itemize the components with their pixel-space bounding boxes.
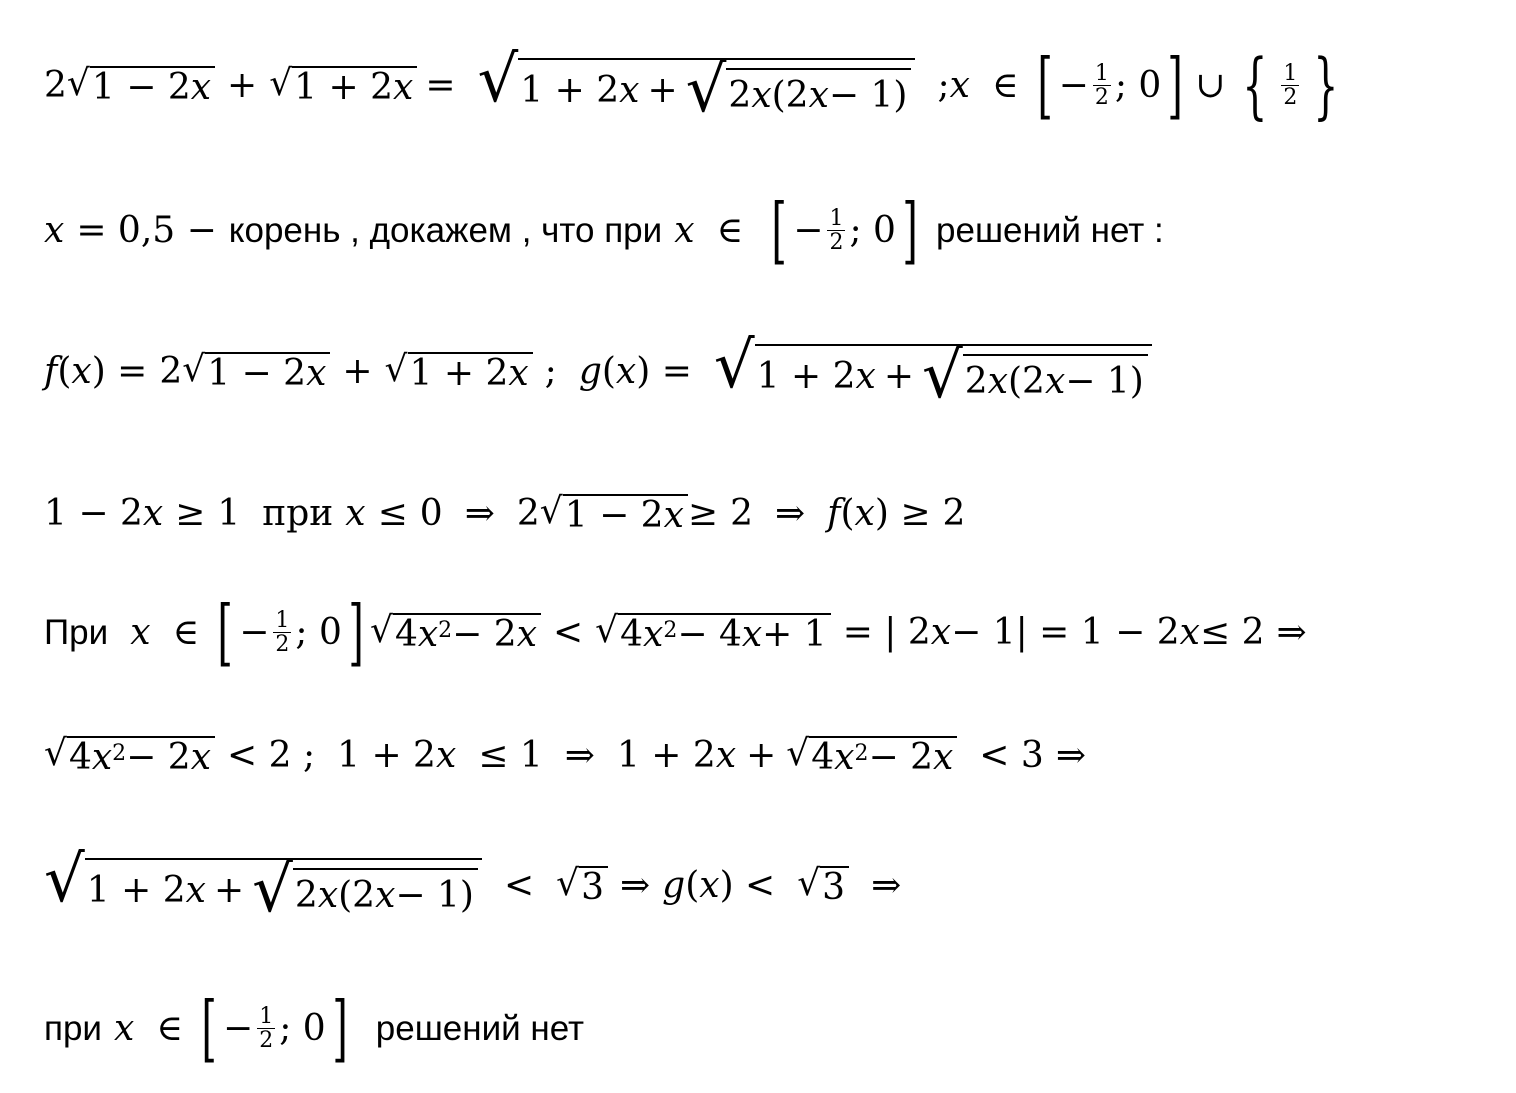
term: + 1	[762, 613, 827, 655]
term: (2	[338, 874, 376, 916]
term: 3	[822, 866, 846, 908]
implies: ⇒	[1055, 735, 1086, 776]
left-bracket: [	[201, 986, 217, 1070]
coef: 2	[159, 350, 183, 392]
var: x	[44, 209, 65, 251]
sqrt-expr: √ 1 − 2 x	[182, 352, 330, 392]
minus: −	[239, 611, 270, 653]
fraction	[827, 207, 845, 254]
denominator: 2	[259, 1028, 274, 1054]
var: x	[317, 874, 339, 916]
var: x	[674, 209, 695, 251]
paren: (	[840, 493, 855, 534]
var: x	[930, 611, 952, 653]
op: =	[425, 64, 456, 106]
term: = | 2	[842, 611, 931, 653]
text: при	[44, 1009, 102, 1049]
sqrt-outer: √ 1 + 2 x + √ 2 x (2 x − 1)	[478, 52, 916, 120]
var: x	[190, 66, 212, 108]
var: x	[1179, 611, 1200, 653]
sqrt-expr: √ 1 + 2 x	[385, 352, 533, 392]
term: 1 − 2	[44, 493, 143, 534]
numerator: 1	[275, 608, 290, 634]
term: < 3	[979, 735, 1044, 776]
right-bracket: ]	[332, 986, 348, 1070]
func-name: g	[662, 864, 686, 906]
func-name: f	[44, 350, 58, 392]
in-symbol: ∈	[716, 209, 744, 251]
term: 2	[730, 493, 753, 534]
var: x	[932, 737, 954, 778]
var: x	[741, 613, 763, 655]
term: 3	[581, 866, 604, 908]
term: ≤ 1	[478, 735, 543, 776]
term: 1 + 2	[86, 869, 186, 911]
op: +	[883, 355, 914, 397]
var: x	[185, 869, 206, 911]
term: ) <	[719, 864, 776, 906]
var: x	[190, 737, 211, 778]
term: ; 0	[849, 209, 896, 251]
term: − 1)	[395, 874, 474, 916]
equation-line-1	[44, 43, 1349, 127]
sqrt-expr: √ 1 + 2 x	[269, 66, 417, 106]
term: − 4	[677, 613, 742, 655]
fraction	[257, 1005, 275, 1052]
sqrt-expr: √ 4 x $^2$ − 2 x	[370, 613, 541, 653]
var: x	[699, 864, 720, 906]
term: ) =	[91, 350, 148, 392]
numerator: 1	[1283, 61, 1298, 87]
term: = 0,5 −	[76, 209, 217, 251]
op: <	[503, 864, 535, 906]
implies: ⇒	[774, 493, 806, 534]
minus: −	[1058, 64, 1089, 106]
right-bracket: ]	[902, 188, 918, 272]
term: − 2	[868, 737, 933, 778]
left-bracket: [	[1036, 43, 1053, 127]
op: +	[213, 869, 245, 911]
implies: ⇒	[564, 735, 595, 776]
term: 1 + 2	[616, 735, 716, 776]
op: +	[746, 735, 777, 776]
sep: ;	[937, 64, 950, 106]
in-symbol: ∈	[172, 611, 200, 653]
var: x	[1044, 360, 1066, 402]
term: − 2	[452, 613, 517, 655]
denominator: 2	[275, 632, 290, 658]
term: 1 − 2	[564, 495, 664, 536]
op: <	[553, 611, 584, 653]
term: 4	[620, 613, 644, 655]
var: x	[91, 737, 113, 778]
var: x	[663, 495, 684, 536]
equation-line-4	[44, 491, 966, 536]
term: ; 0	[295, 611, 342, 653]
var: x	[306, 352, 327, 394]
func-name: f	[827, 493, 841, 534]
op: +	[647, 69, 678, 111]
sqrt-outer: √ 1 + 2 x + √ 2 x (2 x − 1)	[714, 338, 1152, 406]
sqrt-expr: √ 4 x $^2$ − 2 x	[44, 736, 215, 776]
denominator: 2	[829, 230, 844, 256]
var: x	[130, 611, 151, 653]
sqrt-expr: √ 3	[556, 866, 608, 906]
var: x	[643, 613, 664, 655]
term: 1 − 2	[91, 66, 191, 108]
equation-line-6	[44, 733, 1086, 778]
term: − 1| = 1 − 2	[951, 611, 1180, 653]
in-symbol: ∈	[991, 64, 1019, 106]
var: x	[987, 360, 1008, 402]
op: ≥	[687, 493, 719, 534]
term: ) ≥	[874, 493, 931, 534]
term: ) =	[636, 350, 692, 392]
fraction	[273, 609, 291, 656]
term: − 1)	[828, 74, 908, 116]
term: 1 + 2	[756, 355, 856, 397]
sqrt-expr: √ 3	[797, 866, 849, 906]
implies: ⇒	[619, 864, 651, 906]
term: 1 + 2	[337, 735, 436, 776]
left-bracket: [	[217, 590, 233, 674]
text: решений нет :	[936, 211, 1164, 251]
numerator: 1	[829, 206, 844, 232]
right-bracket: ]	[348, 590, 364, 674]
var: x	[808, 74, 829, 116]
var: x	[715, 735, 737, 776]
term: 1 + 2	[409, 352, 509, 394]
var: x	[393, 66, 414, 108]
text: При	[44, 613, 109, 653]
var: x	[508, 352, 529, 394]
var: x	[855, 355, 876, 397]
sqrt-outer: √ 1 + 2 x + √ 2 x (2 x − 1)	[44, 852, 482, 920]
right-brace: }	[1313, 43, 1339, 127]
paren: (	[685, 864, 700, 906]
left-brace: {	[1241, 43, 1268, 127]
coef: 2	[44, 64, 67, 106]
denominator: 2	[1283, 85, 1298, 111]
implies: ⇒	[464, 493, 495, 534]
exponent: 2	[854, 741, 869, 766]
func-name: g	[578, 350, 602, 392]
exponent: 2	[438, 617, 453, 643]
op: ≥	[175, 493, 206, 534]
var: x	[417, 613, 439, 655]
sqrt-expr: √ 4 x $^2$ − 2 x	[786, 736, 957, 776]
var: x	[516, 613, 537, 655]
term: ; 0	[1114, 64, 1162, 106]
op: +	[342, 350, 373, 392]
term: 1 + 2	[520, 69, 620, 111]
term: − 2	[126, 737, 191, 778]
var: x	[435, 735, 457, 776]
sqrt-expr: √ 4 x $^2$ − 4 x + 1	[595, 613, 831, 653]
fraction	[1281, 62, 1299, 109]
text: корень , докажем , что при	[228, 211, 663, 251]
var: x	[375, 874, 396, 916]
term: ≤ 2	[1199, 611, 1265, 653]
implies: ⇒	[1276, 611, 1307, 653]
term: 4	[394, 613, 418, 655]
text: при	[262, 493, 334, 534]
var: x	[345, 493, 366, 534]
var: x	[619, 69, 640, 111]
sep: ;	[544, 350, 557, 392]
denominator: 2	[1094, 85, 1109, 111]
var: x	[751, 74, 772, 116]
minus: −	[793, 209, 824, 251]
paren: (	[57, 350, 72, 392]
var: x	[949, 64, 970, 106]
equation-line-7	[44, 843, 902, 927]
term: (2	[1008, 360, 1045, 402]
sqrt-inner: √ 2 x (2 x − 1)	[922, 348, 1148, 406]
paren: (	[601, 350, 616, 392]
text-line-8	[44, 986, 585, 1070]
equation-line-3	[44, 329, 1152, 413]
term: 2	[964, 360, 988, 402]
exponent: 2	[663, 617, 678, 643]
op: ≤	[377, 493, 408, 534]
term: < 2 ;	[227, 735, 316, 776]
term: − 1)	[1065, 360, 1144, 402]
fraction	[1093, 62, 1111, 109]
exponent: 2	[112, 741, 127, 766]
term: ; 0	[279, 1007, 326, 1049]
sqrt-expr: √ 1 − 2 x	[67, 66, 215, 106]
var: x	[142, 493, 164, 534]
equation-line-5	[44, 590, 1307, 674]
numerator: 1	[1094, 61, 1109, 87]
minus: −	[223, 1007, 254, 1049]
left-bracket: [	[771, 188, 787, 272]
term: (2	[771, 74, 809, 116]
implies: ⇒	[871, 864, 902, 906]
var: x	[113, 1007, 135, 1049]
term: 0	[419, 493, 443, 534]
coef: 2	[516, 493, 540, 534]
op: +	[227, 64, 258, 106]
term: 2	[728, 74, 752, 116]
sqrt-inner: √ 2 x (2 x − 1)	[252, 862, 478, 920]
term: 1 + 2	[294, 66, 394, 108]
in-symbol: ∈	[156, 1007, 183, 1049]
term: 1 − 2	[207, 352, 307, 394]
right-bracket: ]	[1167, 43, 1184, 127]
term: 4	[811, 737, 835, 778]
text-line-2	[44, 188, 1164, 272]
term: 1	[217, 493, 241, 534]
union: ∪	[1195, 64, 1226, 106]
term: 2	[294, 874, 318, 916]
text: решений нет	[375, 1009, 585, 1049]
term: 4	[68, 737, 92, 778]
sqrt-inner: √ 2 x (2 x − 1)	[686, 62, 912, 120]
sqrt-expr: √ 1 − 2 x	[540, 494, 688, 534]
numerator: 1	[259, 1004, 274, 1030]
var: x	[615, 350, 637, 392]
var: x	[854, 493, 875, 534]
var: x	[834, 737, 855, 778]
term: 2	[942, 493, 966, 534]
var: x	[71, 350, 92, 392]
